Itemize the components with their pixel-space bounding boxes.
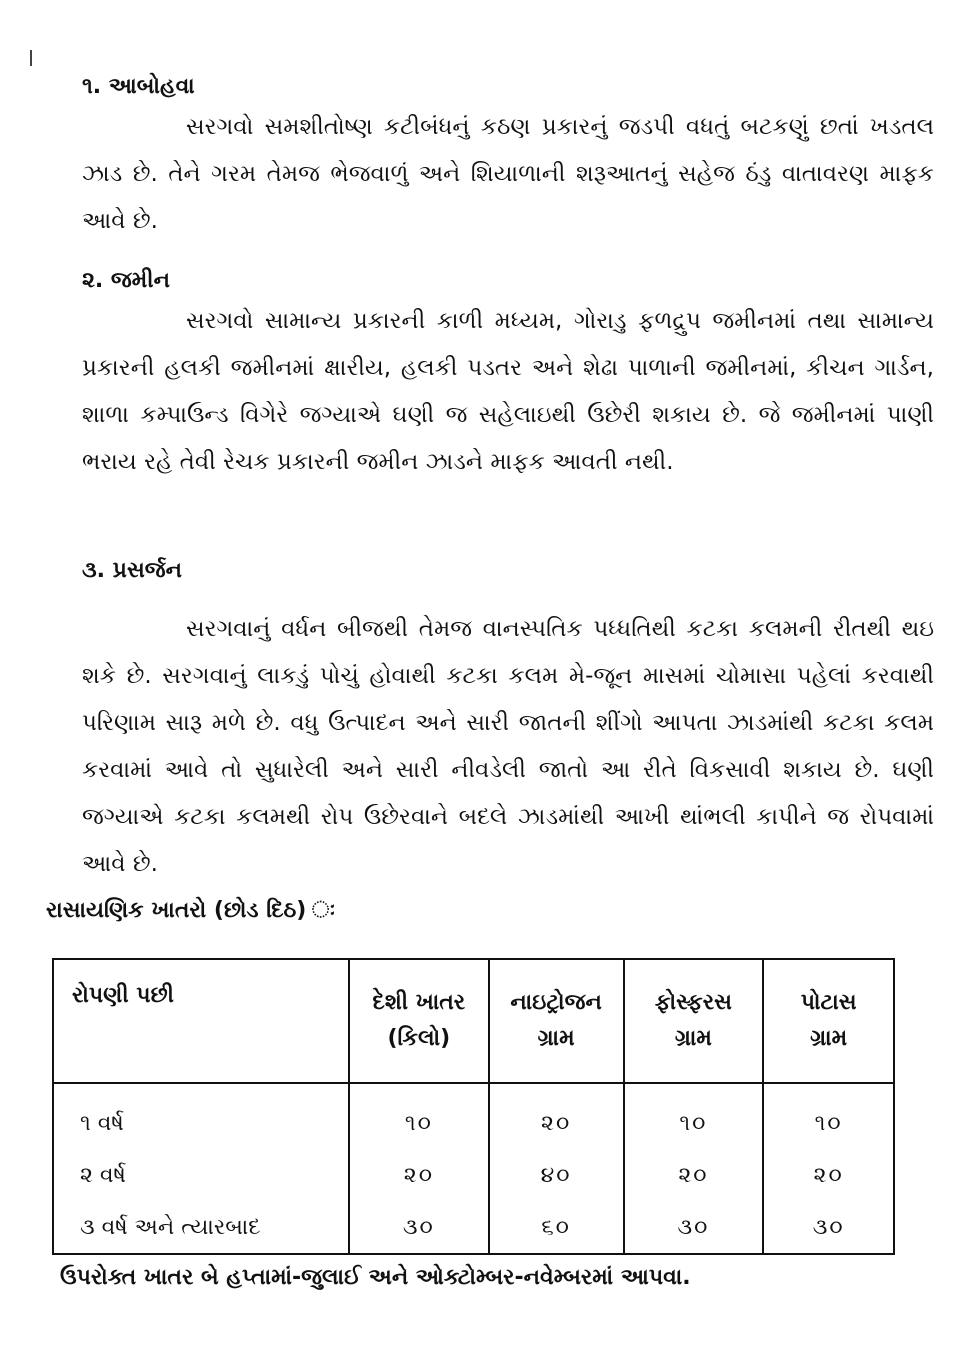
cell-year: ૧ વર્ષ (53, 1083, 349, 1149)
header-phosphorus (624, 959, 764, 1083)
header-after-planting (53, 959, 349, 1083)
section-body-soil-text: સરગવો સામાન્ય પ્રકારની કાળી મધ્યમ, ગોરાડુ ફળદ્રુપ જમીનમાં તથા સામાન્ય પ્રકારની હલકી જમીનમાં ક્ષારીય, હલકી પડતર અને શેઢા પાળાની જમીનમાં, કીચન ગાર્ડન, શાળા કમ્પાઉન્ડ વિગેરે જગ્યાએ ઘણી જ સહેલાઇથી ઉછેરી શકાય છે. જે જમીનમાં પાણી ભરાય રહે તેવી રેચક પ્રકારની જમીન ઝાડને માફક આવતી નથી. (82, 308, 934, 475)
section-heading-climate: ૧. આબોહવા (82, 74, 195, 99)
cell-year: ૨ વર્ષ (53, 1149, 349, 1201)
section-body-propagation-text: સરગવાનું વર્ધન બીજથી તેમજ વાનસ્પતિક પધ્ધતિથી કટકા કલમની રીતથી થઇ શકે છે. સરગવાનું લાકડું પોચું હોવાથી કટકા કલમ મે-જૂન માસમાં ચોમાસા પહેલાં કરવાથી પરિણામ સારૂ મળે છે. વધુ ઉત્પાદન અને સારી જાતની શીંગો આપતા ઝાડમાંથી કટકા કલમ કરવામાં આવે તો સુધારેલી અને સારી નીવડેલી જાતો આ રીતે વિકસાવી શકાય છે. ઘણી જગ્યાએ કટકા કલમથી રોપ ઉછેરવાને બદલે ઝાડમાંથી આખી થાંભલી કાપીને જ રોપવામાં આવે છે. (82, 616, 934, 877)
section-heading-propagation: ૩. પ્રસર્જન (82, 558, 182, 583)
header-potash-label: પોટાસ (800, 990, 857, 1015)
cell-potash: ૨૦ (763, 1149, 894, 1201)
header-organic-manure (349, 959, 489, 1083)
cell-phosphorus: ૧૦ (624, 1083, 764, 1149)
cell-nitrogen: ૬૦ (489, 1201, 624, 1254)
header-potash-unit: ગ્રામ (810, 1026, 848, 1051)
header-nitrogen-unit: ગ્રામ (537, 1026, 575, 1051)
cell-organic-manure: ૩૦ (349, 1201, 489, 1254)
cell-nitrogen: ૪૦ (489, 1149, 624, 1201)
cell-organic-manure: ૧૦ (349, 1083, 489, 1149)
application-note: ઉપરોક્ત ખાતર બે હપ્તામાં-જુલાઈ અને ઓક્ટોમ્બર-નવેમ્બરમાં આપવા. (60, 1265, 691, 1290)
cell-phosphorus: ૨૦ (624, 1149, 764, 1201)
header-organic-manure-unit: (કિલો) (387, 1026, 451, 1051)
section-body-propagation (82, 606, 934, 888)
table-header-row (53, 959, 894, 1083)
header-organic-manure-label: દેશી ખાતર (372, 990, 466, 1015)
section-body-soil (82, 298, 934, 486)
table-row (53, 1149, 894, 1201)
section-heading-soil: ૨. જમીન (82, 268, 170, 293)
header-phosphorus-label: ફોસ્ફરસ (654, 990, 732, 1015)
table-row (53, 1083, 894, 1149)
table-row (53, 1201, 894, 1254)
header-after-planting-label: રોપણી પછી (72, 983, 174, 1008)
header-potash (763, 959, 894, 1083)
header-nitrogen-label: નાઇટ્રોજન (510, 990, 602, 1015)
cell-potash: ૧૦ (763, 1083, 894, 1149)
header-phosphorus-unit: ગ્રામ (674, 1026, 712, 1051)
margin-mark (30, 50, 32, 66)
fertilizer-table-title: રાસાયણિક ખાતરો (છોડ દિઠ) ઃ (46, 898, 336, 923)
cell-nitrogen: ૨૦ (489, 1083, 624, 1149)
header-nitrogen (489, 959, 624, 1083)
cell-organic-manure: ૨૦ (349, 1149, 489, 1201)
section-body-climate-text: સરગવો સમશીતોષ્ણ કટીબંધનું કઠણ પ્રકારનું જડપી વધતું બટકણું છતાં ખડતલ ઝાડ છે. તેને ગરમ તેમજ ભેજવાળું અને શિયાળાની શરૂઆતનું સહેજ ઠંડુ વાતાવરણ માફક આવે છે. (82, 114, 934, 234)
cell-year: ૩ વર્ષ અને ત્યારબાદ (53, 1201, 349, 1254)
cell-phosphorus: ૩૦ (624, 1201, 764, 1254)
section-body-climate (82, 104, 934, 245)
cell-potash: ૩૦ (763, 1201, 894, 1254)
fertilizer-table (52, 958, 895, 1255)
